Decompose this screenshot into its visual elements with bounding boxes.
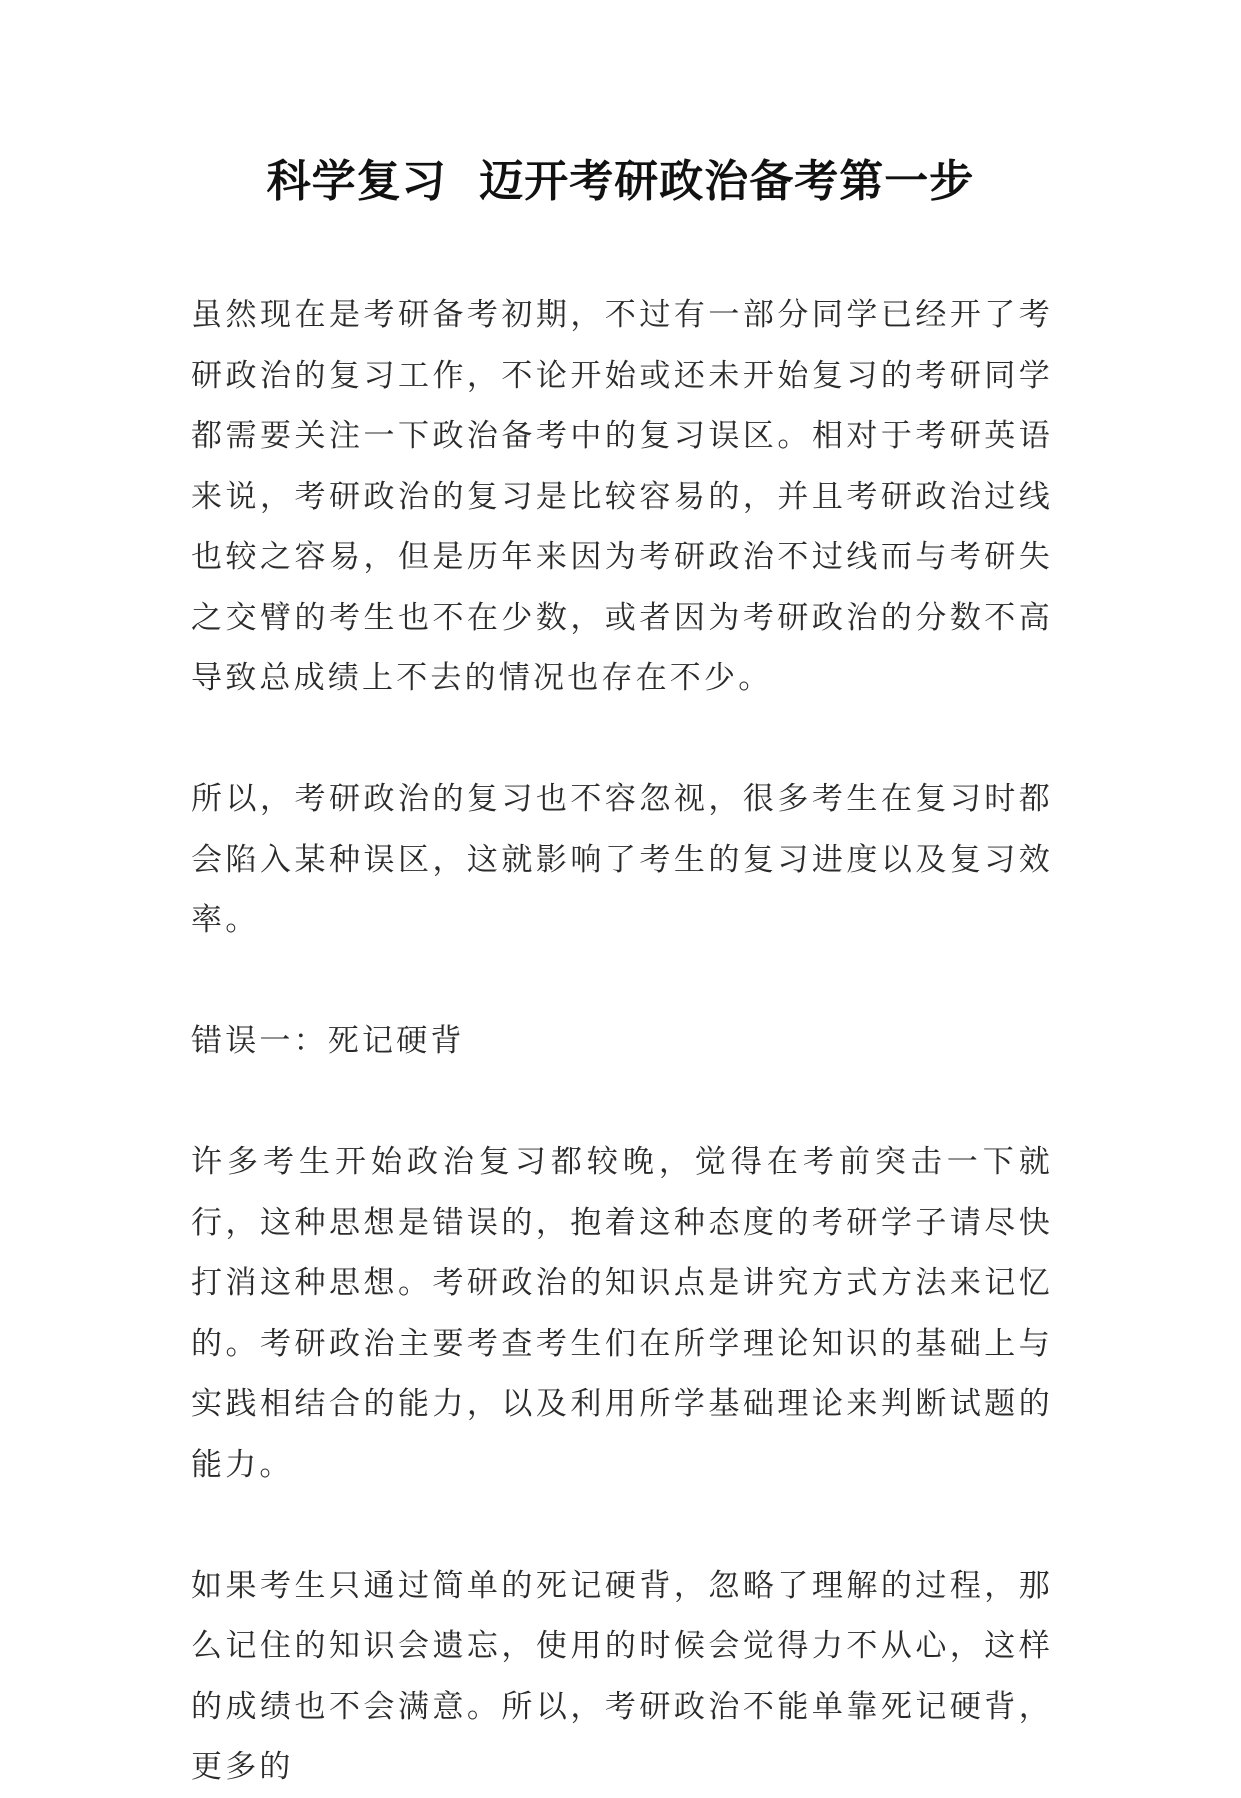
document-title: 科学复习 迈开考研政治备考第一步: [266, 156, 975, 207]
section-heading-mistake-one: 错误一：死记硬背: [191, 1023, 465, 1059]
paragraph-intro: 虽然现在是考研备考初期，不过有一部分同学已经开了考研政治的复习工作，不论开始或还未开始复习的考研同学都需要关注一下政治备考中的复习误区。相对于考研英语来说，考研政治的复习是比较容易的，并且考研政治过线也较之容易，但是历年来因为考研政治不过线而与考研失之交臂的考生也不在少数，或者因为考研政治的分数不高导致总成绩上不去的情况也存在不少。: [191, 297, 1053, 696]
document-body: [191, 285, 1053, 1798]
paragraph-mistake-one-continued: 如果考生只通过简单的死记硬背，忽略了理解的过程，那么记住的知识会遗忘，使用的时候会觉得力不从心，这样的成绩也不会满意。所以，考研政治不能单靠死记硬背，更多的: [191, 1567, 1053, 1785]
paragraph-summary: 所以，考研政治的复习也不容忽视，很多考生在复习时都会陷入某种误区，这就影响了考生的复习进度以及复习效率。: [191, 781, 1053, 938]
paragraph-mistake-one-detail: 许多考生开始政治复习都较晚，觉得在考前突击一下就行，这种思想是错误的，抱着这种态度的考研学子请尽快打消这种思想。考研政治的知识点是讲究方式方法来记忆的。考研政治主要考查考生们在所学理论知识的基础上与实践相结合的能力，以及利用所学基础理论来判断试题的能力。: [191, 1144, 1053, 1483]
